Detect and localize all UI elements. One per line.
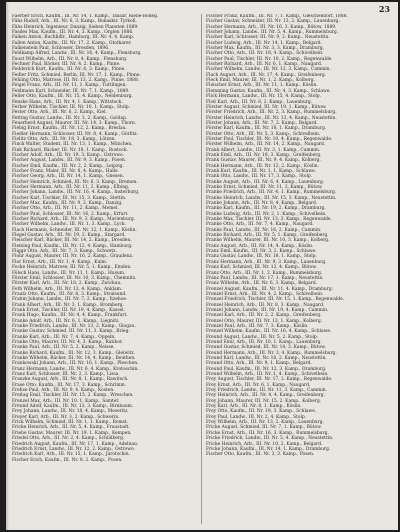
register-entry: Frey Friedrich, Landw., III. Nr. 11, 3. Kamp., Cammin.: [206, 388, 327, 394]
register-entry: Frenzel August, Kaufm., III. Nr. 11, 4. Kamp., Dramburg.: [206, 286, 334, 292]
register-entry: Feigel Franz, Arb., III. Nr. 11, 1. Kamp., Tuttlingen.: [12, 83, 127, 89]
register-entry: Fischer Hermann, Arb., III. Nr. 11, 2. Kamp., Elbing.: [12, 185, 130, 190]
register-entry: Fischer Hermann, Arb., III. Nr. 16, 3. Kamp., Bütow, 1889.: [206, 24, 337, 30]
register-entry: Franke Richard, Arb., III. Nr. 5, 1. Kamp., Greifenberg.: [206, 233, 329, 239]
register-entry: Fricke Johann, Kaufm., III. Nr. 14, 1. Kamp., Dramburg.: [206, 446, 331, 452]
register-entry: Frey Otto, Kaufm., III. Nr. 19, 3. Kamp., Schlawe.: [206, 409, 317, 415]
register-entry: Fischer Karl, Schlosser, III. Nr. 9, 2. Kamp., Neustettin.: [206, 35, 330, 41]
register-entry: Floß Karl, Arb., III. Nr. 8, 2. Kamp., Lauenburg.: [206, 99, 313, 105]
register-entry: Frey Heinrich, Arb., III. Nr. 4, 4. Kamp., Greifenberg.: [206, 393, 325, 399]
register-entry: Fink Richard, Bäcker, III. Nr. 18, 1. Kamp., Rostock.: [12, 147, 129, 153]
register-entry: Fasdes Max, Kaufm., III. Nr. 4, 3. Kamp., Orgien 1886.: [12, 30, 134, 36]
register-entry: Fischer Otto, Arb., III. Nr. 11, 2. Kamp., Memel.: [12, 206, 119, 212]
register-entry: Freund Emil, Arb., III. Nr. 10, 1. Kamp., Lauenburg.: [206, 339, 322, 345]
register-entry: Förster Otto, Arb., III. Nr. 5, 3. Kamp., Schivelbein.: [206, 131, 321, 137]
register-entry: Franke Karl, Kaufm., III. Nr. 19, 2. Kamp., Dramburg.: [206, 206, 326, 212]
register-entry: Fischer Max, Kaufm., III. Nr. 3, 3. Kamp., Dramburg.: [206, 46, 324, 52]
register-entry: Franke Paul, Arb., III. Nr. 5, 2. Kamp., Neisse.: [12, 345, 115, 351]
register-entry: Freund Paul, Kaufm., III. Nr. 12, 3. Kamp., Dramburg.: [206, 366, 327, 372]
register-entry: Fedderich Kurt, Kaufm., III. Nr. 6, 3. Kamp., Pinne.: [12, 67, 126, 73]
register-entry: Franke Heinrich, Landw., III. Nr. 15, 3. Kamp., Neustettin.: [206, 195, 337, 201]
register-entry: Franke Wilhelm, Maurer, III. Nr. 10, 3. Kamp., Kolberg.: [206, 238, 330, 244]
register-entry: Feuerherd August, Maurer, III. Nr. 14, 3. Kamp., Thorn.: [12, 120, 137, 126]
register-entry: Frenzel Ernst, Arb., III. Nr. 4, 2. Kamp., Schivelbein.: [206, 291, 324, 297]
register-entry: Freund Karl, Landw., III. Nr. 18, 2. Kamp., Neustettin.: [206, 356, 327, 361]
register-entry: Frenzel Wilhelm, Kaufm., III. Nr. 16, 4. Kamp., Schlawe.: [206, 329, 332, 335]
register-entry: Frenzel Friedrich, Tischler, III. Nr. 15, 1. Kamp., Regenwalde.: [206, 297, 345, 303]
register-entry: Flemming Gustav, Kaufm., III. Nr. 4, 3. Kamp., Schlawe.: [206, 88, 331, 94]
register-entry: Frank Hugo, Kaufm., III. Nr. 4, 4. Kamp., Frankfurt.: [12, 313, 128, 319]
register-entry: Faust Wilhelm, Arb., III. Nr. 8, 4. Kamp., Flensburg.: [12, 56, 128, 62]
register-entry: Förster Karl, Kaufm., III. Nr. 16, 1. Kamp., Dramburg.: [206, 126, 327, 132]
register-entry: Frey Wilhelm, Arb., III. Nr. 13, 2. Kamp., Lauenburg.: [206, 420, 324, 426]
register-entry: Frank Otto, Landw., III. Nr. 17, 3. Kamp., Stolp.: [206, 174, 313, 180]
register-entry: Fischer Adolf, Arb., III. Nr. 19, 3. Kamp., Ostrowo.: [12, 152, 124, 158]
register-entry: Frenzel Max, Arb., III. Nr. 10, 1. Kamp., Samter.: [12, 398, 120, 404]
register-entry: Friedrich August, Kaufm., III. Nr. 17, 1. Kamp., Adelnau.: [12, 441, 139, 447]
register-entry: Ferber Wilhelm, Tischler, III. Nr. 10, 1. Kamp., Stolp.: [12, 104, 131, 110]
register-entry: Fischer Wilhelm, Landw., III. Nr. 1, 3. Kamp., Lyck.: [12, 222, 127, 228]
register-entry: Franke Friedrich, Landw., III. Nr. 13, 2. Kamp., Glogau.: [12, 323, 136, 329]
page-number: 23: [378, 4, 390, 14]
register-entry: Fischer Wilhelm, Landw., III. Nr. 12, 3. Kamp., Cammin.: [206, 67, 331, 73]
register-entry: Frenzel Paul, Arb., III. Nr. 7, 3. Kamp., Köslin.: [206, 323, 309, 329]
column-divider: [201, 14, 202, 524]
register-entry: Förster Heinrich, Landw., III. Nr. 13, 4. Kamp., Neustettin.: [206, 115, 337, 121]
register-entry: Fricke Ernst, Arb., III. Nr. 16, 3. Kamp., Rummelsburg.: [206, 430, 329, 436]
register-entry: Franz Karl, Schmied, III. Nr. 12, 4. Kamp., Bütow.: [206, 265, 317, 271]
register-entry: Franz Emil, Kaufm., III. Nr. 3, 2. Kamp., Schlawe.: [206, 249, 317, 255]
register-entry: Frankowski Johann, Arb., III. Nr. 16, 1. Kamp., Pleschen.: [12, 361, 139, 367]
register-entry: Fedler Fritz, Schmied, Berlin, III. Nr. 17, 1. Kamp., Pinne.: [12, 72, 141, 78]
register-entry: Franke Johann, Arb., III. Nr. 8, 4. Kamp., Belgard.: [206, 201, 318, 207]
register-entry: Frey Karl, Arb., III. Nr. 8, 1. Kamp., Köslin.: [206, 404, 302, 410]
register-entry: Fenske Hans, Arb., III. Nr. 4, 1. Kamp., Wittstock.: [12, 99, 123, 105]
register-entry: Flegel Gustav, Arb., III. Nr. 19, 2. Kamp., Stargard.: [12, 233, 126, 239]
register-entry: Frank Ernst, Tischler, III. Nr. 19, 4. Kamp., Kassel.: [12, 307, 125, 313]
register-entry: Frey Johann, Landw., III. Nr. 18, 4. Kamp., Meseritz.: [12, 409, 129, 415]
register-entry: Fischer Emil, Kaufm., III. Nr. 2, 2. Kamp., Leipzig.: [12, 163, 124, 169]
register-entry: Fricke August, Schmied, III. Nr. 7, 1. Kamp., Bütow.: [206, 425, 322, 431]
register-entry: Fähs Heinrich, Ingenieur, Danzig, Sieben Planeten 1889.: [12, 24, 139, 30]
register-entry: Feldmann Karl, Schneider, III. Nr. 7, 1. Kamp., 1889.: [12, 88, 130, 94]
register-entry: Foth Wilhelm, Arb., III. Nr. 13, 4. Kamp., Anklam.: [12, 286, 123, 292]
register-entry: Friedrich Ernst, Landw., III. Nr. 12, 2. Kamp., Ostrowo.: [12, 446, 136, 452]
register-entry: Frank Albert, Landw., III. Nr. 3, 1. Kamp., Cammin.: [206, 147, 321, 153]
register-entry: Förster Wilhelm, Arb., III. Nr. 14, 2. Kamp., Naugard.: [206, 142, 326, 148]
register-entry: Förster Johann, Arb., III. Nr. 7, 2. Kamp., Belgard.: [206, 120, 318, 126]
register-entry: Franke Richard, Kaufm., III. Nr. 12, 3. Kamp., Gleiwitz.: [12, 350, 136, 356]
register-entry: Feldkamp Alfred, Landw., III. Nr. 16, 4. Kamp., Flensburg.: [12, 51, 142, 57]
register-entry: Flor Ernst, Arb., III. Nr. 1, 4. Kamp., Kulm.: [12, 259, 108, 265]
register-entry: Franz Otto, Arb., III. Nr. 1, 2. Kamp., Rummelsburg.: [206, 270, 323, 276]
register-entry: Frase Otto, Kaufm., III. Nr. 17, 3. Kamp., Schrimm.: [12, 382, 127, 388]
register-entry: Frey Paul, Landw., III. Nr. 2, 4. Kamp., Stolp.: [206, 414, 307, 420]
register-entry: Franz Gustav, Landw., III. Nr. 18, 1. Kamp., Stolp.: [206, 254, 317, 260]
register-entry: Franzke August, Arb., III. Nr. 8, 1. Kamp., Rawitsch.: [12, 377, 129, 383]
register-entry: Feller Otto, Kaufm., III. Nr. 15, 4. Kamp., Neidenburg.: [12, 94, 133, 100]
register-entry: Fleck Emil, Maurer, III. Nr. 1, 2. Kamp., Kolberg.: [206, 78, 315, 84]
register-entry: Freund Wilhelm, Arb., III. Nr. 1, 4. Kamp., Schivelbein.: [206, 372, 329, 378]
register-entry: Frahm Johann, Landw., III. Nr. 7, 2. Kamp., Itzehoe.: [12, 297, 128, 303]
register-entry: Franke Otto, Arb., III. Nr. 7, 4. Kamp., Naugard.: [206, 222, 314, 228]
register-entry: Franz Hermann, Arb., III. Nr. 9, 3. Kamp., Lauenburg.: [206, 259, 327, 265]
register-entry: Franz Karl, Schlosser, III. Nr. 2, 3. Kamp., Lissa.: [12, 372, 120, 378]
register-entry: Fölsch Hans, Landw., III. Nr. 11, 1. Kamp., Husum.: [12, 270, 126, 276]
register-entry: Falken Anton, Buchhdlr., Hamburg, III. Nr. 4, 4. Kamp.: [12, 35, 135, 41]
right-column: [206, 14, 392, 526]
register-entry: Frank Albert, Arb., III. Nr. 3, 1. Kamp., Bromberg.: [12, 302, 124, 308]
register-entry: Frenzel Otto, Maurer, III. Nr. 13, 1. Kamp., Kolberg.: [206, 318, 323, 324]
register-entry: Freund Gustav, Schmied, III. Nr. 14, 3. Kamp., Bütow.: [206, 345, 326, 351]
register-entry: Franz Hermann, Landw., III. Nr. 6, 4. Kamp., Krotoschin.: [12, 366, 139, 372]
register-entry: Förster Emil, Schlosser, III. Nr. 10, 3. Kamp., Chemnitz.: [12, 275, 137, 281]
register-entry: Fischer August, Landw., III. Nr. 9, 3. Kamp., Posen.: [12, 158, 127, 164]
register-entry: Franke Wilhelm, Bäcker, III. Nr. 14, 4. Kamp., Beuthen.: [12, 356, 136, 361]
register-entry: Freyer Karl, Arb., III. Nr. 3, 2. Kamp., Schwerin.: [12, 414, 120, 420]
register-entry: Frey Johann, Maurer, III. Nr. 15, 2. Kamp., Kolberg.: [206, 398, 322, 404]
register-entry: Fligge Otto, Arb., III. Nr. 7, 3. Kamp., Schwetz.: [12, 249, 117, 255]
register-entry: Fechner Paul, Bäcker, III. Nr. 4, 2. Kamp., Pinne.: [12, 62, 121, 68]
register-entry: Fetting Gustav, Landw., III. Nr. 3, 2. Kamp., Goldap.: [12, 115, 128, 121]
register-entry: Frank Emil, Arb., III. Nr. 18, 3. Kamp., Greifenberg.: [206, 152, 322, 158]
register-entry: Frenzel Johann, Landw., III. Nr. 19, 4. Kamp., Cammin.: [206, 307, 329, 313]
register-entry: Franke Adolf, Arb., III. Nr. 6, 1. Kamp., Liegnitz.: [12, 318, 120, 324]
register-entry: Fricke Heinrich, Arb., III. Nr. 5, 4. Kamp., Fraustadt.: [12, 425, 130, 431]
register-entry: Fischer Heinrich, Schmied, III. Nr. 6, 3. Kamp., Bremen.: [12, 179, 138, 185]
register-entry: Franz Paul, Landw., III. Nr. 17, 1. Kamp., Neustettin.: [206, 275, 324, 281]
register-entry: Franz August, Arb., III. Nr. 14, 4. Kamp., Köslin.: [206, 243, 314, 249]
register-entry: Frenzel Heinrich, Arb., III. Nr. 8, 3. Kamp., Naugard.: [206, 302, 325, 308]
register-entry: Fischer Gustav, Schneider, III. Nr. 13, 2. Kamp., Lauenburg.: [206, 19, 340, 25]
register-entry: Friebe Gustav, Maurer, III. Nr. 19, 1. Kamp., Kempen.: [12, 430, 132, 436]
register-entry: Förster Friedrich, Arb., III. Nr. 2, 3. Kamp., Rummelsburg.: [206, 110, 337, 116]
register-entry: Fischer Otto, Arb., III. Nr. 18, 4. Kamp., Schivelbein.: [206, 51, 324, 57]
register-entry: Frey Ernst, Arb., III. Nr. 6, 1. Kamp., Naugard.: [206, 382, 311, 388]
register-entry: Freund August, Landw., III. Nr. 5, 2. Kamp., Stolp.: [206, 334, 319, 340]
left-column: [12, 14, 196, 526]
register-entry: Fischer Franz, Kaufm., III. Nr. 7, 1. Kamp., Gleschendorf, 1888.: [206, 14, 348, 19]
register-entry: Fleischer Karl, Bäcker, III. Nr. 14, 2. Kamp., Dresden.: [12, 238, 132, 244]
register-entry: Freund Hermann, Arb., III. Nr. 3, 4. Kamp., Rummelsburg.: [206, 350, 337, 356]
register-entry: Franke Otto, Maurer, III. Nr. 4, 3. Kamp., Ratibor.: [12, 339, 123, 345]
register-entry: Fiedler Hermann, Schlosser, III. Nr. 8, 4. Kamp., Görlitz.: [12, 131, 138, 137]
register-entry: Frank Karl, Kaufm., III. Nr. 1, 1. Kamp., Schlawe.: [206, 168, 317, 174]
register-entry: Franke Paul, Landw., III. Nr. 16, 2. Kamp., Cammin.: [206, 227, 322, 233]
register-entry: Flach Hermann, Schneider, III. Nr. 12, 1. Kamp., Köslin.: [12, 227, 137, 233]
register-entry: Franke Ernst, Schmied, III. Nr. 11, 2. Kamp., Bütow.: [206, 185, 323, 190]
register-entry: Fester Otto, Arb., III. Nr. 6, 2. Kamp., Kiel.: [12, 110, 107, 116]
register-entry: Fischer Karl, Tischler, III. Nr. 15, 3. Kamp., Stettin.: [12, 195, 127, 201]
register-entry: Fleischer Ernst, Arb., III. Nr. 11, 1. Kamp., Köslin.: [206, 83, 318, 89]
register-entry: Franke Ludwig, Arb., III. Nr. 2, 1. Kamp., Schivelbein.: [206, 211, 327, 217]
page-edge-shadow: [6, 2, 9, 530]
register-entry: Fehling Otto, Matrose, III. Nr. 13, 2. Kamp., Pinne, 1888.: [12, 78, 140, 84]
register-entry: Fischer Paul, Tischler, III. Nr. 10, 2. Kamp., Regenwalde.: [206, 56, 333, 62]
register-entry: Frank Hermann, Arb., III. Nr. 12, 2. Kamp., Köslin.: [206, 163, 320, 169]
register-entry: Fischer Richard, Arb., III. Nr. 6, 1. Kamp., Naugard.: [206, 62, 323, 68]
register-entry: Fiebig Ernst, Kaufm., III. Nr. 12, 2. Kamp., Breslau.: [12, 126, 127, 132]
register-entry: Frank Gustav, Maurer, III. Nr. 9, 4. Kamp., Kolberg.: [206, 158, 321, 164]
register-entry: Förster Paul, Tischler, III. Nr. 10, 4. Kamp., Regenwalde.: [206, 136, 333, 142]
register-entry: Fähs Rudolf, Arb., III. Nr. 6, 3. Kamp., Bukaskir. Tyrkoll.: [12, 19, 137, 25]
register-entry: Falkenstein Paul, Schlosser, Dresden, 1896.: [12, 46, 110, 52]
register-entry: Fischer Max, Kaufm., III. Nr. 9, 2. Kamp., Danzig.: [12, 201, 123, 207]
register-entry: Fricke Heinrich, Arb., III. Nr. 10, 2. Kamp., Belgard.: [206, 441, 323, 447]
register-entry: Fischer Georg, Arb., III. Nr. 14, 1. Kamp., Gnesen.: [12, 174, 125, 180]
register-entry: Frenzel Karl, Arb., III. Nr. 2, 2. Kamp., Greifenberg.: [206, 313, 322, 319]
document-page: [6, 2, 398, 530]
register-entry: Focke Heinrich, Matrose, III. Nr. 5, 1. Kamp., Emden.: [12, 265, 132, 271]
register-entry: Frick Wilhelm, Schmied, III. Nr. 1, 1. Kamp., Bomst.: [12, 420, 129, 426]
register-entry: Franz Wilhelm, Arb., III. Nr. 6, 3. Kamp., Belgard.: [206, 281, 318, 287]
register-entry: Freund Otto, Arb., III. Nr. 9, 1. Kamp., Belgard.: [206, 361, 312, 367]
register-entry: Fleming Paul, Kaufm., III. Nr. 12, 4. Kamp., Hamburg.: [12, 243, 133, 249]
register-entry: Fischer Franz, Maler, III. Nr. 8, 4. Kamp., Halle.: [12, 168, 120, 174]
register-entry: Franke Gustav, Schmied, III. Nr. 11, 3. Kamp., Brieg.: [12, 329, 130, 335]
register-entry: Flick Hermann, Landw., III. Nr. 15, 4. Kamp., Stolp.: [206, 94, 322, 100]
register-entry: Fischer Johann, Landw., III. Nr. 5, 4. Kamp., Rummelsburg.: [206, 30, 339, 36]
register-entry: Fischer Paul, Schlosser, III. Nr. 16, 2. Kamp., Erfurt.: [12, 211, 129, 217]
register-entry: Fricke Friedrich, Landw., III. Nr. 5, 4. Kamp., Neustettin.: [206, 436, 334, 442]
register-entry: Friedel Otto, Arb., III. Nr. 2, 4. Kamp., Schildberg.: [12, 436, 125, 442]
register-entry: Finck Walter, Student, III. Nr. 13, 1. Kamp., München.: [12, 142, 133, 148]
register-entry: Fischer Ludwig, Arb., III. Nr. 14, 1. Kamp., Belgard.: [206, 40, 322, 46]
register-entry: Frehse Paul, Arb., III. Nr. 9, 4. Kamp., Kosten.: [12, 388, 115, 394]
register-entry: Flohr August, Maurer, III. Nr. 16, 2. Kamp., Graudenz.: [12, 254, 134, 260]
register-entry: Fallen Anton, Kaufm., III. Nr. 17, 2. Kamp., Gtotkarer.: [12, 40, 132, 46]
register-entry: Förster Karl, Arb., III. Nr. 18, 2. Kamp., Zwickau.: [12, 281, 122, 287]
register-entry: Fischer Otto, Kaufm., III. Nr. 3, 3. Kamp., Posen.: [206, 452, 315, 458]
register-entry: Flach August, Arb., III. Nr. 17, 4. Kamp., Greifenberg.: [206, 72, 327, 78]
register-entry: Faerber Erich, Kaufm., III. Nr. 14, 1. Kamp., Taxsar, Riebe-Bodeg.: [12, 14, 159, 19]
register-entry: Fischer Erich, Kaufm., III. Nr. 8, 2. Kamp., Posen.: [12, 457, 123, 463]
register-entry: Fischer Johann, Landw., III. Nr. 16, 4. Kamp., Insterburg.: [12, 190, 140, 196]
register-entry: Franke Max, Tischler, III. Nr. 13, 3. Kamp., Regenwalde.: [206, 217, 332, 223]
register-entry: Fischer Richard, Arb., III. Nr. 9, 3. Kamp., Marienburg.: [12, 217, 136, 223]
register-entry: Franke Friedrich, Arb., III. Nr. 4, 1. Kamp., Rummelsburg.: [206, 190, 337, 196]
register-entry: Fielitz Otto, Arb., III. Nr. 18, 3. Kamp., Lötzen.: [12, 136, 116, 142]
register-entry: Förster August, Schmied, III. Nr. 19, 1. Kamp., Bütow.: [206, 104, 327, 110]
register-entry: Frey August, Tischler, III. Nr. 17, 2. Kamp., Regenwalde.: [206, 377, 333, 383]
register-entry: Friedrich Karl, Arb., III. Nr. 15, 1. Kamp., Jarotschin.: [12, 452, 130, 458]
register-entry: Fraatz Otto, Kaufm., III. Nr. 8, 3. Kamp., Stralsund.: [12, 291, 127, 297]
register-entry: Freitag Emil, Tischler, III. Nr. 15, 2. Kamp., Wreschen.: [12, 393, 134, 399]
register-entry: Franke August, Arb., III. Nr. 6, 4. Kamp., Lauenburg.: [206, 179, 325, 185]
register-entry: Franke Karl, Arb., III. Nr. 7, 4. Kamp., Oppeln.: [12, 334, 116, 340]
register-entry: Freund Adolf, Kaufm., III. Nr. 13, 3. Kamp., Birnbaum.: [12, 404, 134, 410]
